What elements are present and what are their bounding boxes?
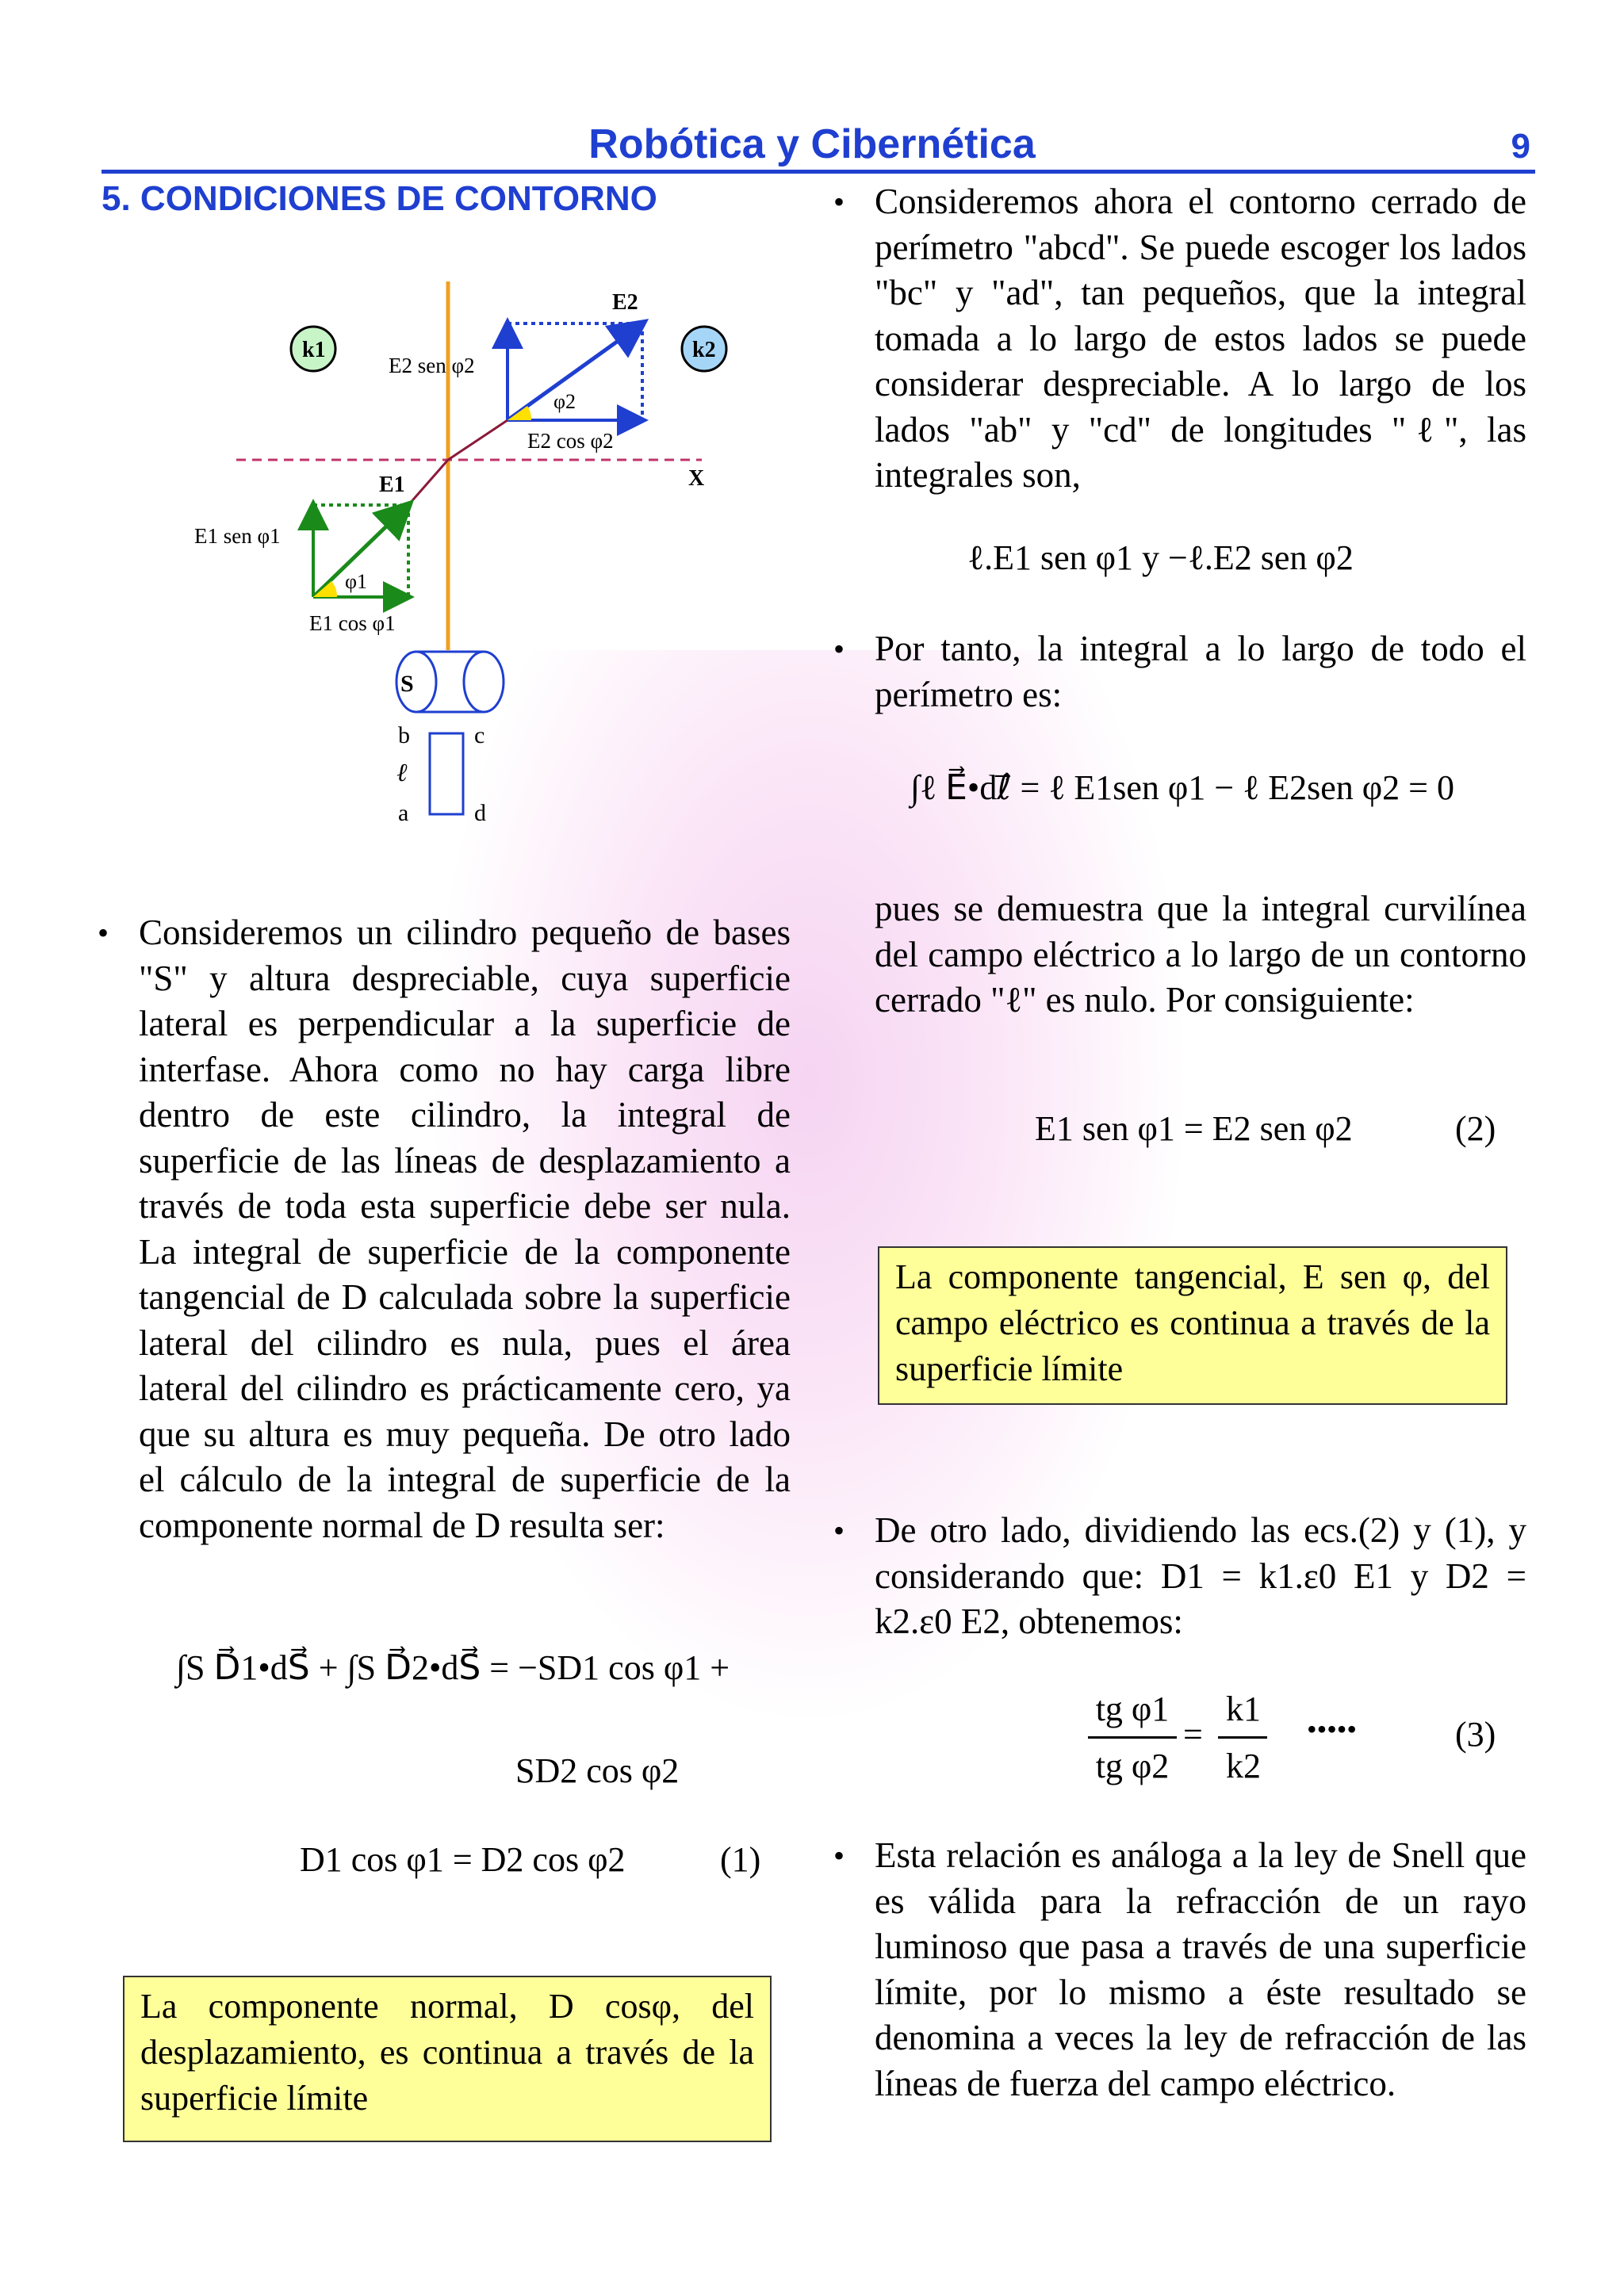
fraction-right-bar: [1218, 1736, 1267, 1739]
k1-label: k1: [302, 338, 326, 362]
c-label: c: [474, 722, 485, 748]
right-paragraph-block-2: [833, 626, 1526, 718]
d-label: d: [474, 800, 486, 826]
eq1-number: (1): [720, 1840, 761, 1879]
header-rule: [102, 170, 1535, 174]
right-paragraph-block-3: [875, 886, 1526, 1024]
bullet: •: [833, 1513, 845, 1548]
section-heading: 5. CONDICIONES DE CONTORNO: [102, 179, 657, 218]
fraction-right-numerator: k1: [1226, 1689, 1261, 1728]
fraction-left-denominator: tg φ2: [1095, 1747, 1170, 1785]
bullet: •: [833, 631, 845, 667]
e2-cos-label: E2 cos φ2: [527, 429, 614, 453]
bullet: •: [98, 915, 109, 951]
right-paragraph-1: Consideremos ahora el contorno cerrado de perímetro "abcd". Se puede escoger los lados "bc" y "ad", tan pequeños, que la integral tomada a lo largo de estos lados se puede considerar despreciable. A lo largo de los lados "ab" y "cd" de longitudes "ℓ", las integrales son,: [875, 182, 1526, 495]
x-label: X: [688, 466, 705, 491]
a-label: a: [398, 800, 409, 826]
right-paragraph-block-1: [833, 179, 1526, 499]
equals-sign: =: [1183, 1715, 1203, 1754]
e1-cos-label: E1 cos φ1: [309, 611, 396, 635]
right-paragraph-3: pues se demuestra que la integral curvilínea del campo eléctrico a lo largo de un contorno cerrado "ℓ" es nulo. Por consiguiente:: [875, 889, 1526, 1020]
right-paragraph-5: Esta relación es análoga a la ley de Snell que es válida para la refracción de un rayo luminoso que pasa a través de una superficie límite, por lo mismo a éste resultado se denomina a veces la ley de refracción de las líneas de fuerza del campo eléctrico.: [875, 1835, 1526, 2103]
e1-sen-label: E1 sen φ1: [194, 524, 281, 548]
e2-label: E2: [612, 290, 638, 315]
b-label: b: [398, 722, 410, 748]
right-paragraph-4: De otro lado, dividiendo las ecs.(2) y (1), y considerando que: D1 = k1.ε0 E1 y D2 = k2.ε0 E2, obtenemos:: [875, 1510, 1526, 1641]
phi2-label: φ2: [553, 390, 576, 413]
tangential-component-box: La componente tangencial, E sen φ, del campo eléctrico es continua a través de la superficie límite: [878, 1246, 1507, 1405]
formula-surface-integral: ∫S D⃗1•dS⃗ + ∫S D⃗2•dS⃗ = −SD1 cos φ1 +: [176, 1648, 730, 1687]
contour-rect: [430, 733, 463, 814]
phi1-label: φ1: [345, 570, 368, 593]
right-paragraph-block-4: [833, 1508, 1526, 1645]
left-paragraph-1: Consideremos un cilindro pequeño de bases "S" y altura despreciable, cuya superficie lateral es perpendicular a la superficie de interfase. Ahora como no hay carga libre dentro de este cilindro, la integral de superficie de las líneas de desplazamiento a través de toda esta superficie debe ser nula. La integral de superficie de la componente tangencial de D calculada sobre la superficie lateral del cilindro es nula, pues el área lateral del cilindro es prácticamente cero, ya que su altura es muy pequeña. De otro lado el cálculo de la integral de superficie de la componente normal de D resulta ser:: [139, 913, 791, 1545]
bullet: •: [833, 184, 845, 220]
eq3-number: (3): [1455, 1715, 1496, 1754]
formula-line-integrals: ℓ.E1 sen φ1 y −ℓ.E2 sen φ2: [967, 538, 1354, 577]
e2-sen-label: E2 sen φ2: [389, 354, 475, 377]
fraction-left-bar: [1088, 1736, 1177, 1739]
dots: •••••: [1307, 1713, 1358, 1745]
right-paragraph-block-5: [833, 1833, 1526, 2107]
right-paragraph-2: Por tanto, la integral a lo largo de todo el perímetro es:: [875, 629, 1526, 714]
fraction-left-numerator: tg φ1: [1095, 1689, 1170, 1728]
formula-tangential-continuity: E1 sen φ1 = E2 sen φ2: [1035, 1109, 1353, 1148]
formula-surface-integral-cont: SD2 cos φ2: [515, 1751, 680, 1790]
page-number: 9: [1511, 127, 1530, 166]
e1-label: E1: [379, 473, 405, 497]
ell-label: ℓ: [396, 758, 408, 786]
left-paragraph-block: [98, 910, 791, 1548]
s-label: S: [400, 671, 414, 697]
formula-closed-contour: ∫ℓ E⃗•dℓ⃗ = ℓ E1sen φ1 − ℓ E2sen φ2 = 0: [910, 768, 1454, 807]
bullet: •: [833, 1838, 845, 1873]
formula-normal-continuity: D1 cos φ1 = D2 cos φ2: [300, 1840, 626, 1879]
boundary-diagram: [174, 270, 745, 872]
k2-label: k2: [692, 338, 716, 362]
normal-component-box: La componente normal, D cosφ, del desplazamiento, es continua a través de la superficie límite: [123, 1976, 772, 2142]
header-title: Robótica y Cibernética: [588, 121, 1036, 167]
eq2-number: (2): [1455, 1109, 1496, 1148]
fraction-right-denominator: k2: [1226, 1747, 1261, 1785]
